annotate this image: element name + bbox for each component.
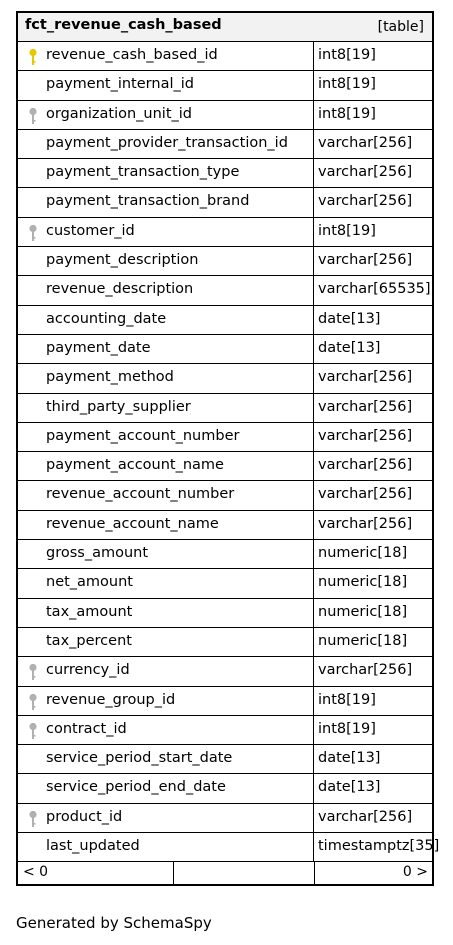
footer-divider	[173, 862, 174, 884]
column-name: currency_id	[46, 662, 130, 679]
column-type: varchar[256]	[318, 398, 413, 415]
column-type: varchar[256]	[318, 457, 413, 474]
column-row	[18, 716, 432, 745]
column-name: organization_unit_id	[46, 105, 192, 122]
column-name: payment_method	[46, 369, 174, 386]
column-name: revenue_account_name	[46, 515, 219, 532]
column-list	[18, 42, 440, 862]
foreign-key-icon	[28, 693, 38, 711]
column-row	[18, 423, 432, 452]
column-name: net_amount	[46, 574, 133, 591]
column-name: payment_transaction_brand	[46, 193, 250, 210]
column-type: int8[19]	[318, 720, 376, 737]
column-name: product_id	[46, 808, 123, 825]
column-name: customer_id	[46, 222, 135, 239]
column-type: numeric[18]	[318, 632, 408, 649]
column-type: varchar[65535]	[318, 281, 431, 298]
column-name: gross_amount	[46, 545, 149, 562]
column-type: int8[19]	[318, 222, 376, 239]
column-type: numeric[18]	[318, 574, 408, 591]
column-row	[18, 511, 432, 540]
foreign-key-icon	[28, 224, 38, 242]
column-name: service_period_end_date	[46, 779, 226, 796]
column-name: payment_description	[46, 252, 199, 269]
column-row	[18, 745, 432, 774]
column-row	[18, 218, 432, 247]
column-row	[18, 101, 432, 130]
column-type: varchar[256]	[318, 134, 413, 151]
column-name: tax_amount	[46, 603, 133, 620]
column-name: payment_transaction_type	[46, 164, 240, 181]
foreign-key-icon	[28, 722, 38, 740]
column-name: payment_account_name	[46, 457, 224, 474]
column-name: accounting_date	[46, 310, 167, 327]
column-type: varchar[256]	[318, 369, 413, 386]
column-row	[18, 481, 432, 510]
column-type: date[13]	[318, 779, 381, 796]
table-footer	[18, 862, 432, 884]
parents-count: < 0	[23, 864, 49, 880]
table-name: fct_revenue_cash_based	[25, 17, 222, 33]
column-name: last_updated	[46, 838, 140, 855]
column-type: int8[19]	[318, 691, 376, 708]
column-type: varchar[256]	[318, 515, 413, 532]
column-row	[18, 276, 432, 305]
column-name: revenue_cash_based_id	[46, 47, 218, 63]
column-type: date[13]	[318, 310, 381, 327]
foreign-key-icon	[28, 663, 38, 681]
column-row	[18, 394, 432, 423]
column-name: third_party_supplier	[46, 398, 191, 415]
column-row	[18, 540, 432, 569]
column-type: int8[19]	[318, 76, 376, 93]
column-type: int8[19]	[318, 47, 376, 63]
column-type: varchar[256]	[318, 193, 413, 210]
table-header	[18, 13, 432, 42]
column-name: payment_date	[46, 339, 151, 356]
column-type: int8[19]	[318, 105, 376, 122]
column-row	[18, 159, 432, 188]
column-name: payment_internal_id	[46, 76, 194, 93]
column-type: varchar[256]	[318, 808, 413, 825]
column-name: payment_provider_transaction_id	[46, 134, 288, 151]
table-node	[16, 11, 440, 886]
column-type: date[13]	[318, 339, 381, 356]
column-type: varchar[256]	[318, 164, 413, 181]
column-row	[18, 247, 432, 276]
column-type: timestamptz[35]	[318, 838, 440, 855]
column-type: numeric[18]	[318, 545, 408, 562]
column-type: varchar[256]	[318, 427, 413, 444]
column-name: revenue_account_number	[46, 486, 235, 503]
column-type: numeric[18]	[318, 603, 408, 620]
column-row	[18, 188, 432, 217]
column-row	[18, 599, 432, 628]
column-name: service_period_start_date	[46, 750, 233, 767]
column-name: revenue_group_id	[46, 691, 176, 708]
column-type: varchar[256]	[318, 486, 413, 503]
column-row	[18, 130, 432, 159]
column-name: tax_percent	[46, 632, 132, 649]
primary-key-icon	[28, 48, 38, 66]
column-name: contract_id	[46, 720, 127, 737]
table-kind: [table]	[377, 19, 424, 35]
column-row	[18, 364, 432, 393]
column-row	[18, 804, 432, 833]
foreign-key-icon	[28, 107, 38, 125]
generated-by-label: Generated by SchemaSpy	[16, 914, 212, 932]
column-row	[18, 71, 432, 100]
column-row	[18, 42, 432, 71]
children-count: 0 >	[402, 864, 428, 880]
column-name: revenue_description	[46, 281, 194, 298]
column-type: varchar[256]	[318, 252, 413, 269]
column-type: varchar[256]	[318, 662, 413, 679]
column-row	[18, 657, 432, 686]
column-row	[18, 628, 432, 657]
column-name: payment_account_number	[46, 427, 240, 444]
column-type: date[13]	[318, 750, 381, 767]
column-row	[18, 687, 432, 716]
foreign-key-icon	[28, 810, 38, 828]
column-row	[18, 774, 432, 803]
column-row	[18, 569, 432, 598]
column-row	[18, 452, 432, 481]
column-row	[18, 335, 432, 364]
column-row	[18, 833, 440, 862]
footer-divider	[314, 862, 315, 884]
column-row	[18, 306, 432, 335]
